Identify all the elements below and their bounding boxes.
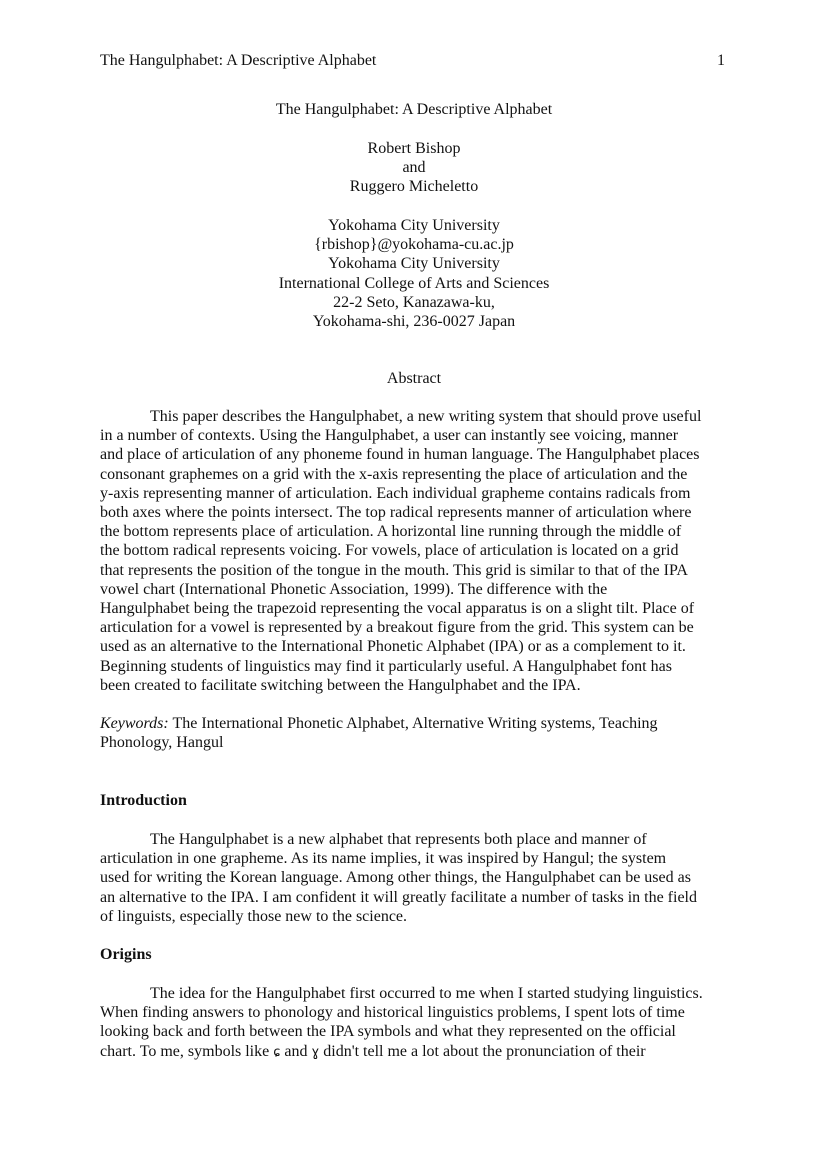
abstract-line: been created to facilitate switching between the Hangulphabet and the IPA. — [100, 676, 581, 694]
abstract-line: Beginning students of linguistics may find it particularly useful. A Hangulphabet font has — [100, 657, 672, 675]
abstract-line: Hangulphabet being the trapezoid representing the vocal apparatus is on a slight tilt. Place of — [100, 600, 695, 618]
abstract-line: consonant graphemes on a grid with the x-axis representing the place of articulation and the — [100, 465, 688, 483]
abstract-line: and place of articulation of any phoneme found in human language. The Hangulphabet places — [100, 446, 700, 464]
keywords-line — [100, 714, 728, 733]
keywords-text: The International Phonetic Alphabet, Alternative Writing systems, Teaching — [168, 715, 658, 732]
author-block — [100, 139, 728, 197]
introduction-heading: Introduction — [100, 792, 187, 809]
introduction-line: of linguists, especially those new to the science. — [100, 907, 408, 925]
origins-line: When finding answers to phonology and historical linguistics problems, I spent lots of time — [100, 1004, 685, 1022]
origins-text: chart. To me, symbols like — [100, 1042, 274, 1060]
running-head-title: The Hangulphabet: A Descriptive Alphabet — [100, 52, 377, 69]
keywords-line: Phonology, Hangul — [100, 734, 224, 752]
ipa-symbol: ɣ — [311, 1044, 320, 1060]
origins-line: looking back and forth between the IPA symbols and what they represented on the official — [100, 1023, 676, 1041]
author-email: {rbishop}@yokohama-cu.ac.jp — [314, 236, 514, 254]
origins-heading: Origins — [100, 946, 152, 963]
origins-line: The idea for the Hangulphabet first occurred to me when I started studying linguistics. — [150, 985, 703, 1002]
introduction-line: an alternative to the IPA. I am confident it will greatly facilitate a number of tasks in the field — [100, 888, 697, 906]
affiliation-line: Yokohama City University — [328, 255, 500, 273]
ipa-symbol: ɕ — [273, 1044, 281, 1060]
affiliation-line: Yokohama-shi, 236-0027 Japan — [312, 313, 516, 331]
introduction-line: articulation in one grapheme. As its name implies, it was inspired by Hangul; the system — [100, 850, 667, 868]
abstract-line: the bottom represents place of articulation. A horizontal line running through the middle of — [100, 523, 682, 541]
keywords-block — [100, 714, 728, 752]
abstract-line: vowel chart (International Phonetic Association, 1999). The difference with the — [100, 580, 608, 598]
page-number: 1 — [717, 52, 725, 69]
abstract-line: that represents the position of the tongue in the mouth. This grid is similar to that of the IPA — [100, 561, 688, 579]
origins-text: and — [280, 1042, 312, 1060]
author-conjunction: and — [402, 159, 426, 177]
introduction-line: The Hangulphabet is a new alphabet that represents both place and manner of — [150, 831, 647, 848]
abstract-line: the bottom radical represents voicing. For vowels, place of articulation is located on a grid — [100, 542, 679, 560]
origins-body — [100, 984, 728, 1062]
affiliation-line: International College of Arts and Sciences — [278, 274, 550, 292]
abstract-line: articulation for a vowel is represented by a breakout figure from the grid. This system can be — [100, 619, 694, 637]
keywords-label: Keywords: — [100, 715, 169, 732]
abstract-line: This paper describes the Hangulphabet, a new writing system that should prove useful — [150, 408, 702, 425]
introduction-line: used for writing the Korean language. Among other things, the Hangulphabet can be used as — [100, 869, 691, 887]
paper-title: The Hangulphabet: A Descriptive Alphabet — [275, 101, 553, 118]
abstract-heading: Abstract — [386, 370, 442, 387]
affiliation-block — [100, 216, 728, 331]
origins-text: didn't tell me a lot about the pronunciation of their — [319, 1042, 646, 1060]
author-name: Robert Bishop — [367, 140, 461, 157]
origins-line — [100, 1042, 728, 1062]
abstract-line: y-axis representing manner of articulation. Each individual grapheme contains radicals from — [100, 484, 691, 502]
abstract-line: used as an alternative to the International Phonetic Alphabet (IPA) or as a complement to it. — [100, 638, 686, 656]
abstract-body — [100, 407, 728, 695]
affiliation-line: Yokohama City University — [328, 217, 500, 234]
running-head — [100, 51, 725, 71]
author-name: Ruggero Micheletto — [349, 178, 479, 196]
abstract-line: both axes where the points intersect. The top radical represents manner of articulation where — [100, 504, 692, 522]
abstract-line: in a number of contexts. Using the Hangulphabet, a user can instantly see voicing, manner — [100, 427, 679, 445]
introduction-body — [100, 830, 728, 926]
affiliation-line: 22-2 Seto, Kanazawa-ku, — [333, 293, 495, 311]
